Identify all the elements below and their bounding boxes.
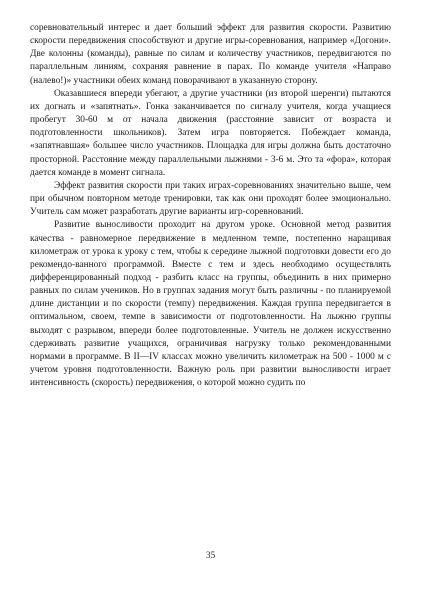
body-text (30, 22, 391, 390)
paragraph-3: Эффект развития скорости при таких играх-соревнованиях значительно выше, чем при обычном повторном методе тренировки, так как они проходят более эмоционально. Учитель сам может разработать другие варианты игр-соревнований. (30, 180, 391, 218)
paragraph-2: Оказавшиеся впереди убегают, а другие участники (из второй шеренги) пытаются их догнать и «запятнать». Гонка заканчивается по сигналу учителя, когда учащиеся пробегут 30-60 м от начала движения (расстояние зависит от возраста и подготовленности школьников). Затем игра повторяется. Побеждает команда, «запятнавшая» большее число участников. Площадка для игры должна быть достаточно просторной. Расстояние между параллельными лыжнями - 3-6 м. Это та «фора», которая дается команде в момент сигнала. (30, 88, 391, 178)
page-number: 35 (205, 551, 216, 561)
paragraph-4: Развитие выносливости проходит на другом уроке. Основной метод развития качества - равномерное передвижение в медленном темпе, постепенно наращивая километраж от урока к уроку с тем, чтобы к середине лыжной подготовки довести его до рекомендо-ванного программой. Вместе с тем и здесь необходимо осуществлять дифференцированный подход - разбить класс на группы, объединить в них примерно равных по силам учеников. Но в группах задания могут быть различны - по планируемой длине дистанции и по скорости (темпу) передвижения. Каждая группа передвигается в оптимальном, своем, темпе в зависимости от подготовленности. На лыжню группы выходят с разрывом, впереди более подготовленные. Учитель не должен искусственно сдерживать развитие учащихся, ограничивая нагрузку только рекомендованными нормами в программе. В II—IV классах можно увеличить километраж на 500 - 1000 м с учетом уровня подготовленности. Важную роль при развитии выносливости играет интенсивность (скорость) передвижения, о которой можно судить по (30, 220, 391, 389)
paragraph-1: соревновательный интерес и дает больший эффект для развития скорости. Развитию скорости передвижения способствуют и другие игры-соревнования, например «Догони». Две колонны (команды), равные по силам и количеству участников, передвигаются по параллельным линиям, сохраняя равнение в парах. По команде учителя «Направо (налево!)» участники обеих команд поворачивают в указанную сторону. (30, 23, 391, 86)
